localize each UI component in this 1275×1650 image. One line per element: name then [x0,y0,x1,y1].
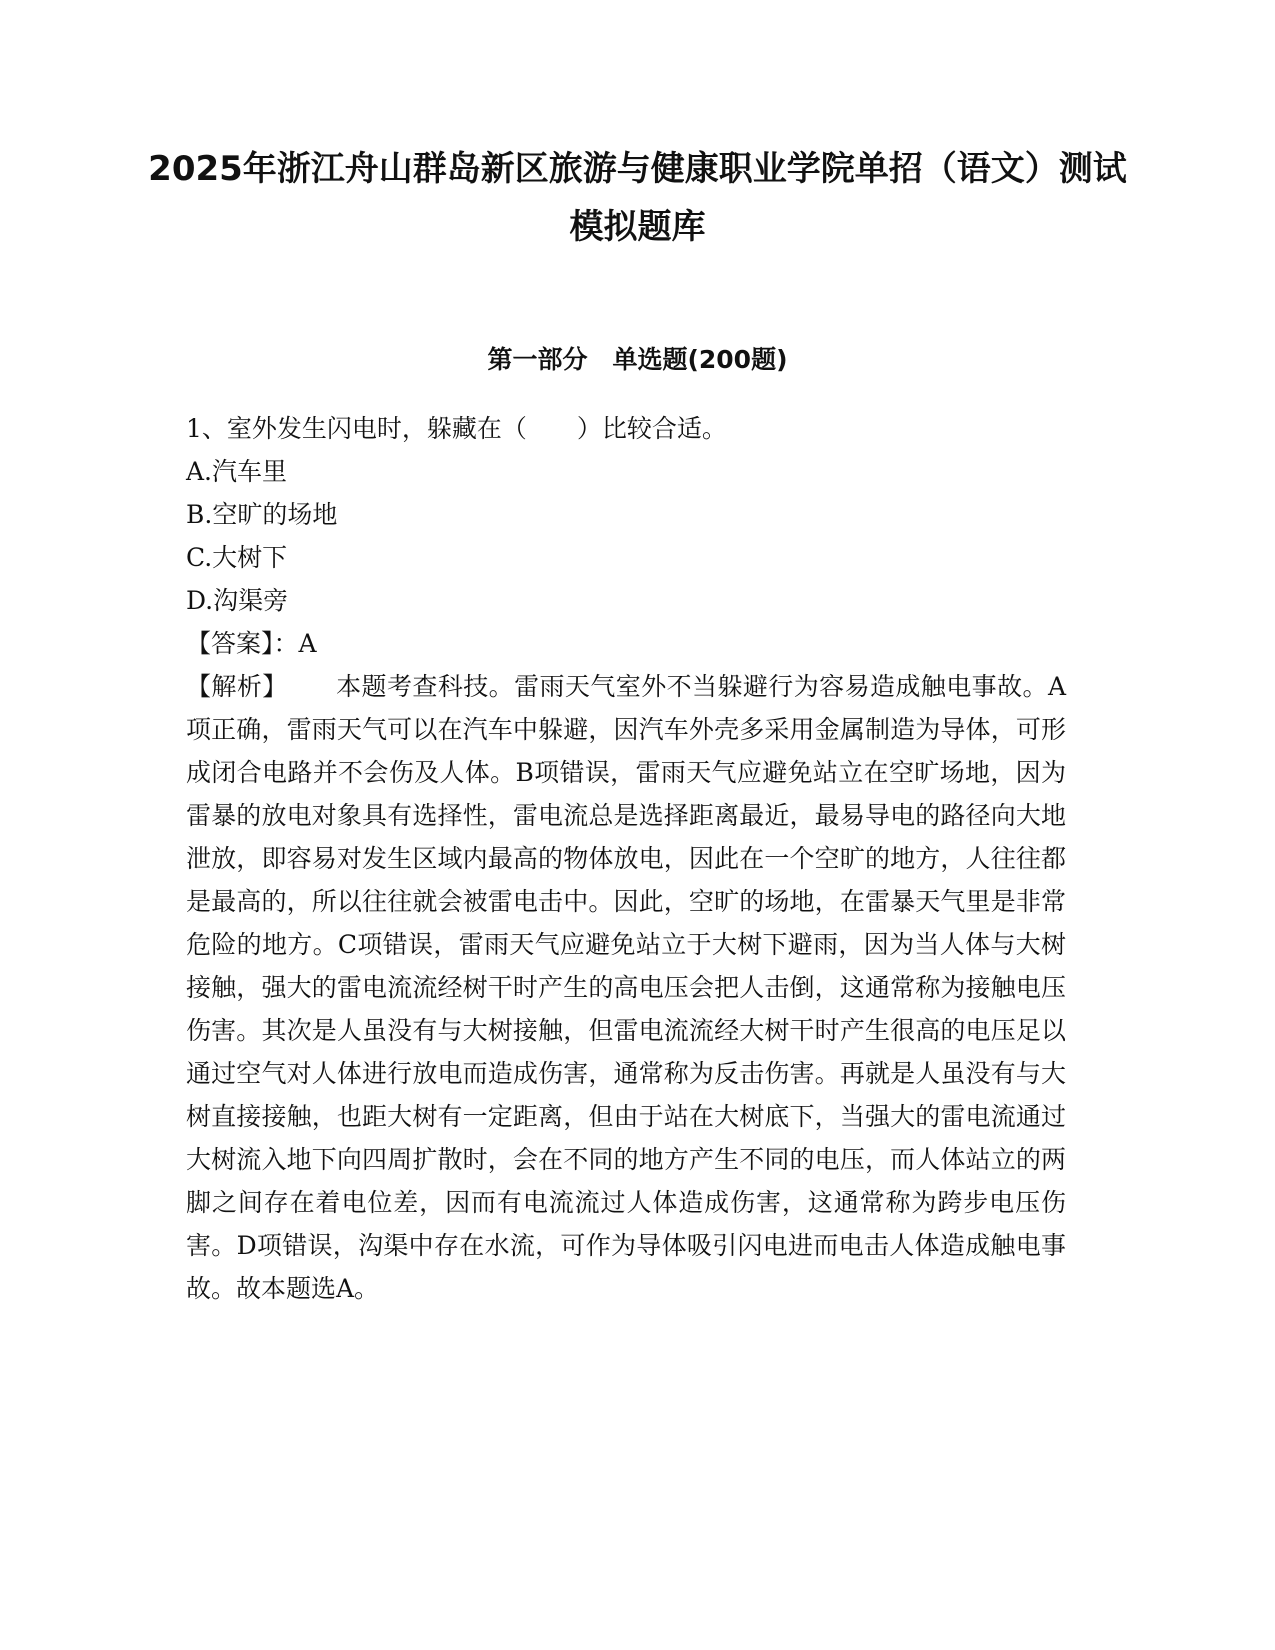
section-heading: 第一部分 单选题(200题) [487,345,788,374]
analysis-label: 【解析】 [186,672,288,701]
document-title: 2025年浙江舟山群岛新区旅游与健康职业学院单招（语文）测试模拟题库 [148,149,1127,247]
answer-line: 【答案】：A [186,629,317,658]
option-b: B.空旷的场地 [186,500,338,529]
analysis-text: 本题考查科技。雷雨天气室外不当躲避行为容易造成触电事故。A项正确，雷雨天气可以在汽车中躲避，因汽车外壳多采用金属制造为导体，可形成闭合电路并不会伤及人体。B项错误，雷雨天气应避免站立在空旷场地，因为雷暴的放电对象具有选择性，雷电流总是选择距离最近，最易导电的路径向大地泄放，即容易对发生区域内最高的物体放电，因此在一个空旷的地方，人往往都是最高的，所以往往就会被雷电击中。因此，空旷的场地，在雷暴天气里是非常危险的地方。C项错误，雷雨天气应避免站立于大树下避雨，因为当人体与大树接触，强大的雷电流流经树干时产生的高电压会把人击倒，这通常称为接触电压伤害。其次是人虽没有与大树接触，但雷电流流经大树干时产生很高的电压足以通过空气对人体进行放电而造成伤害，通常称为反击伤害。再就是人虽没有与大树直接接触，也距大树有一定距离，但由于站在大树底下，当强大的雷电流通过大树流入地下向四周扩散时，会在不同的地方产生不同的电压，而人体站立的两脚之间存在着电位差，因而有电流流过人体造成伤害，这通常称为跨步电压伤害。D项错误，沟渠中存在水流，可作为导体吸引闪电进而电击人体造成触电事故。故本题选A。 [186,672,1066,1303]
question-block [186,407,1086,1310]
option-c: C.大树下 [186,543,288,572]
option-a: A.汽车里 [186,457,288,486]
option-d: D.沟渠旁 [186,586,289,615]
analysis-paragraph [186,665,1066,1310]
question-stem: 1、室外发生闪电时，躲藏在（ ）比较合适。 [186,414,727,443]
